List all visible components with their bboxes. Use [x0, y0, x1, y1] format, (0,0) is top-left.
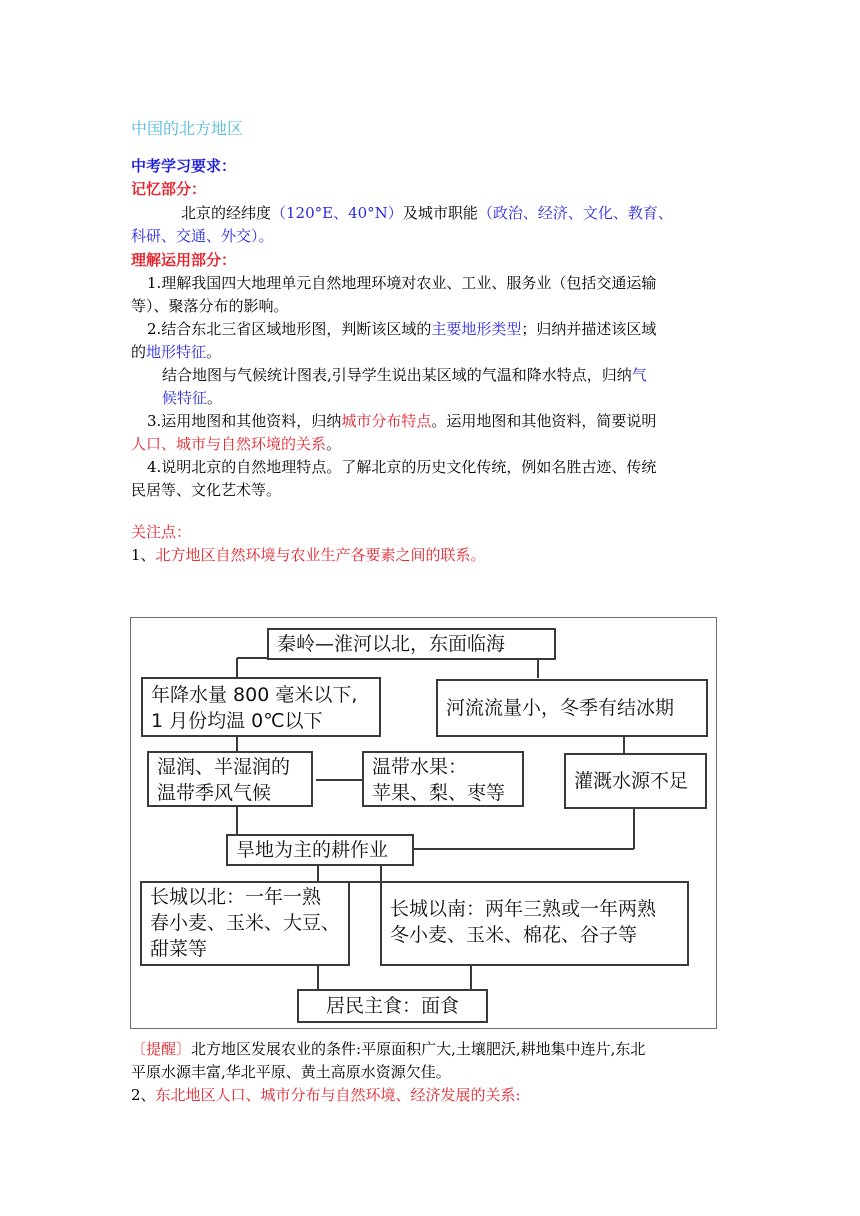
river-box: 河流流量小，冬季有结冰期	[436, 679, 708, 737]
south-of-great-wall-box	[380, 881, 689, 966]
apply-p4-line1	[147, 411, 656, 432]
focus-item-2	[131, 1085, 521, 1106]
climate-feature-text: 气	[631, 366, 647, 384]
focus-heading: 关注点：	[131, 523, 192, 541]
apply-p5-line1: 4.说明北京的自然地理特点。了解北京的历史文化传统，例如名胜古迹、传统	[147, 458, 657, 476]
apply-p3-text: 结合地图与气候统计图表,引导学生说出某区域的气温和降水特点，归纳	[162, 366, 632, 384]
reminder-tag: 〔提醒〕	[131, 1040, 192, 1058]
region-location-box: 秦岭—淮河以北，东面临海	[267, 628, 556, 660]
climate-line-2: 温带季风气候	[157, 782, 272, 804]
landform-feature-text: 地形特征	[146, 343, 207, 361]
dryland-farming-box: 旱地为主的耕作业	[226, 834, 414, 866]
south-line-1: 长城以南：两年三熟或一年两熟	[390, 898, 657, 920]
apply-p3-line2	[162, 388, 222, 409]
north-of-great-wall-box	[140, 881, 350, 966]
fruit-box	[362, 751, 524, 807]
apply-p2-text-3: 的	[131, 343, 147, 361]
population-relation-text: 人口、城市与自然环境的关系	[131, 435, 327, 453]
memory-heading: 记忆部分：	[131, 180, 207, 198]
city-distribution-text: 城市分布特点	[341, 412, 432, 430]
reminder-text: 北方地区发展农业的条件:平原面积广大,土壤肥沃,耕地集中连片,东北	[191, 1040, 646, 1058]
south-line-2: 冬小麦、玉米、棉花、谷子等	[390, 924, 638, 946]
coordinates-text: （120°E、40°N）	[271, 204, 403, 222]
north-line-1: 长城以北：一年一熟	[150, 886, 322, 908]
precipitation-box	[141, 677, 381, 737]
apply-p1-line2: 等）、聚落分布的影响。	[131, 297, 289, 315]
focus-item-2-text: 东北地区人口、城市分布与自然环境、经济发展的关系:	[155, 1086, 521, 1104]
apply-p2-line2	[131, 342, 221, 363]
reminder-line-2: 平原水源丰富,华北平原、黄土高原水资源欠佳。	[131, 1063, 451, 1081]
focus-item-number: 1、	[131, 546, 156, 564]
climate-line-1: 湿润、半湿润的	[157, 756, 291, 778]
north-line-2: 春小麦、玉米、大豆、	[150, 912, 341, 934]
memory-line-1	[181, 203, 673, 224]
apply-p4-line2	[131, 434, 341, 455]
north-line-3: 甜菜等	[150, 938, 208, 960]
memory-text-2: 及城市职能	[402, 204, 478, 222]
focus-item-2-number: 2、	[131, 1086, 156, 1104]
memory-text: 北京的经纬度	[181, 204, 272, 222]
precipitation-line-1: 年降水量 800 毫米以下,	[151, 684, 358, 706]
fruit-line-2: 苹果、梨、枣等	[372, 782, 506, 804]
landform-type-text: 主要地形类型	[431, 320, 522, 338]
memory-line-2: 科研、交通、外交）。	[131, 227, 274, 245]
apply-p4-text: 3.运用地图和其他资料，归纳	[147, 412, 342, 430]
apply-p3-line1	[162, 365, 647, 386]
irrigation-box: 灌溉水源不足	[564, 753, 707, 809]
climate-feature-text-2: 候特征	[162, 389, 208, 407]
apply-p2-text: 2.结合东北三省区域地形图，判断该区域的	[147, 320, 432, 338]
apply-p1-line1: 1.理解我国四大地理单元自然地理环境对农业、工业、服务业（包括交通运输	[147, 274, 657, 292]
focus-item-1	[131, 545, 486, 566]
climate-box	[147, 751, 313, 807]
reminder-line-1	[131, 1039, 645, 1060]
apply-p2-text-4: 。	[206, 343, 222, 361]
apply-p5-line2: 民居等、文化艺术等。	[131, 481, 282, 499]
agriculture-flow-diagram	[130, 617, 717, 1029]
city-functions-text: （政治、经济、文化、教育、	[477, 204, 673, 222]
fruit-line-1: 温带水果：	[372, 756, 468, 778]
apply-p2-line1	[147, 319, 656, 340]
apply-p3-text-2: 。	[207, 389, 223, 407]
precipitation-line-2: 1 月份均温 0℃以下	[151, 710, 323, 732]
requirements-heading: 中考学习要求：	[131, 157, 237, 175]
page-title: 中国的北方地区	[131, 119, 244, 138]
staple-food-box: 居民主食：面食	[297, 989, 488, 1023]
apply-p4-text-3: 。	[326, 435, 342, 453]
focus-item-text: 北方地区自然环境与农业生产各要素之间的联系。	[155, 546, 486, 564]
apply-p4-text-2: 。运用地图和其他资料，简要说明	[431, 412, 657, 430]
apply-p2-text-2: ；归纳并描述该区域	[521, 320, 657, 338]
apply-heading: 理解运用部分：	[131, 251, 237, 269]
